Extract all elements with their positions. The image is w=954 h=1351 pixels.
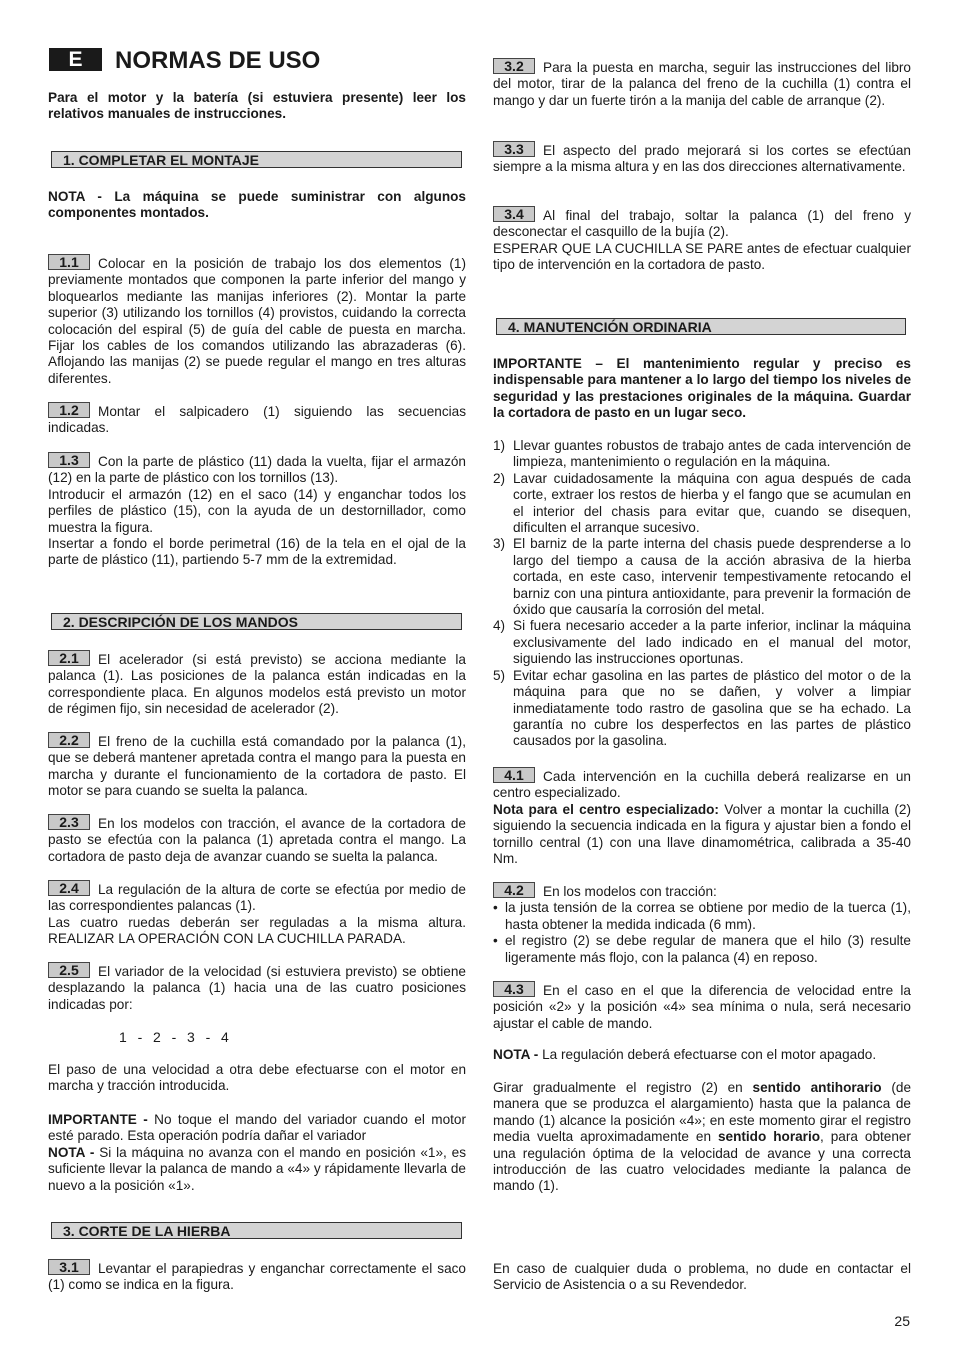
step-number-badge: 2.5 [48,962,90,978]
step-text: El freno de la cuchilla está comandado por la palanca (1), que se deberá mantener apretada contra el mango para la puesta en marcha y durante el funcionamiento de la cortadora de pasto. El motor se para cuando se suelta la palanca. [48,734,466,799]
step-number-badge: 1.3 [48,452,90,468]
step-number-badge: 2.4 [48,880,90,896]
note-label: NOTA - [493,1047,539,1062]
step-text: Con la parte de plástico (11) dada la vuelta, fijar el armazón (12) en la parte de plástico con los tornillos (13). [48,454,466,486]
important-label: IMPORTANTE - [48,1112,148,1127]
step-text: En los modelos con tracción, el avance de la cortadora de pasto se efectúa con la palanca (1) apretada contra el mango. La cortadora de pasto deja de avanzar cuando se suelta la palanca. [48,816,466,864]
step-2-3 [48,814,466,865]
bullet-item: • la justa tensión de la correa se obtiene por medio de la tuerca (1), hasta obtener la medida indicada (6 mm). [493,900,911,932]
step-text-3: Insertar a fondo el borde perimetral (16) de la tela en el ojal de la parte de plástico (11), partiendo 5-7 mm de la extremidad. [48,536,466,568]
regulation-note [493,1047,911,1063]
step-text-2: ESPERAR QUE LA CUCHILLA SE PARE antes de efectuar cualquier tipo de intervención en la cortadora de pasto. [493,240,911,273]
step-2-2 [48,732,466,800]
step-text: Levantar el parapiedras y enganchar correctamente el saco (1) como se indica en la figura. [48,1261,466,1293]
step-text: Para la puesta en marcha, seguir las instrucciones del libro del motor, tirar de la palanca del freno de la cuchilla (1) contra el mango y dar un fuerte tirón a la manija del cable de arranque (2). [493,60,911,108]
step-text: Cada intervención en la cuchilla deberá realizarse en un centro especializado. [493,769,911,801]
step-text: En el caso en el que la diferencia de velocidad entre la posición «2» y la posición «4» sea mínima o nula, será necesario ajustar el cable de mando. [493,983,911,1031]
page-number: 25 [894,1313,910,1329]
step-number-badge: 2.2 [48,732,90,748]
section-2-heading: 2. DESCRIPCIÓN DE LOS MANDOS [51,613,462,630]
adjustment-instructions: Girar gradualmente el registro (2) en sentido antihorario (de manera que se produzca el alargamiento) hasta que la palanca de mando (1) alcance la posición «4»; en este momento girar el registro media vuelta aproximadamente en sentido horario, para obtener una regulación óptima de la velocidad de avance y una correcta introducción de las cuatro velocidades mediante la palanca de mando (1). [493,1080,912,1194]
important-text: No toque el mando del variador cuando el motor esté parado. Esta operación podría dañar el variador [48,1112,466,1144]
list-item: 1) Llevar guantes robustos de trabajo antes de cada intervención de limpieza, mantenimiento o regulación en la máquina. [493,438,911,470]
note-label: NOTA - [48,1144,95,1160]
step-4-2 [493,882,911,966]
step-1-2 [48,402,466,437]
step-2-1 [48,650,466,718]
step-number-badge: 4.2 [493,882,535,898]
section-3-heading: 3. CORTE DE LA HIERBA [51,1222,462,1239]
step-text: El aspecto del prado mejorará si los cortes se efectúan siempre a la misma altura y en las dos direcciones alternativamente. [493,143,911,175]
section-1-note: NOTA - La máquina se puede suministrar con algunos componentes montados. [48,189,466,221]
step-number-badge: 1.1 [48,254,90,270]
step-text: El acelerador (si está previsto) se acciona mediante la palanca (1). Las posiciones de la palanca están indicadas en la correspondiente placa. En algunos modelos está previsto un motor de régimen fijo, sin necesidad de acelerador (2). [48,652,466,717]
step-3-4 [493,206,911,274]
language-badge: E [49,48,102,71]
step-number-badge: 4.3 [493,981,535,997]
step-number-badge: 1.2 [48,402,90,418]
step-number-badge: 3.4 [493,206,535,222]
intro-text: Para el motor y la batería (si estuviera presente) leer los relativos manuales de instrucciones. [48,90,466,122]
step-3-1 [48,1259,466,1294]
step-number-badge: 2.1 [48,650,90,666]
note-text: Si la máquina no avanza con el mando en posición «1», es suficiente llevar la palanca de mando a «4» y rápidamente llevarla de nuevo a la posición «1». [48,1144,466,1193]
speed-change-text: El paso de una velocidad a otra debe efectuarse con el motor en marcha y tracción introducida. [48,1062,466,1094]
note-text: La regulación deberá efectuarse con el motor apagado. [542,1047,877,1062]
step-2-4 [48,880,466,948]
step-number-badge: 2.3 [48,814,90,830]
step-number-badge: 4.1 [493,767,535,783]
step-text: Al final del trabajo, soltar la palanca (1) del freno y desconectar el casquillo de la bujía (2). [493,208,911,240]
step-text: Montar el salpicadero (1) siguiendo las secuencias indicadas. [48,404,466,436]
note-text: Volver a montar la cuchilla (2) siguiendo la secuencia indicada en la figura y ajustar bien a fondo el tornillo central (1) con una llave dinamométrica, calibrada a 35-40 Nm. [493,801,911,867]
step-text: Colocar en la posición de trabajo los dos elementos (1) previamente montados que componen la parte inferior del mango y bloquearlos mediante las manijas inferiores (2). Montar la parte superior (3) utilizando los tornillos (4) provistos, cuidando la correcta colocación del espiral (5) de guía del cable de puesta en marcha. Fijar los cables de los comandos utilizando las abrazaderas (6). Aflojando las manijas (2) se puede regular el mango en tres alturas diferentes. [48,256,466,386]
step-text-2: Las cuatro ruedas deberán ser reguladas a la misma altura. REALIZAR LA OPERACIÓN CON LA CUCHILLA PARADA. [48,914,466,947]
step-text: La regulación de la altura de corte se efectúa por medio de las correspondientes palancas (1). [48,882,466,914]
step-text: En los modelos con tracción: [543,884,717,899]
step-2-5 [48,962,466,1013]
step-4-3 [493,981,911,1032]
note-label: Nota para el centro especializado: [493,801,719,817]
step-4-1 [493,767,911,867]
list-item: 2) Lavar cuidadosamente la máquina con agua después de cada corte, extraer los restos de hierba y el fango que se acumulan en el interior del chasis para evitar que, cuando se disequen, dificulten el arranque sucesivo. [493,470,911,536]
speed-positions: 1 - 2 - 3 - 4 [119,1029,230,1045]
step-3-3 [493,141,911,176]
bullet-item: • el registro (2) se debe regular de manera que el hilo (3) resulte ligeramente más flojo, con la palanca (4) en reposo. [493,933,911,965]
step-text-2: Introducir el armazón (12) en el saco (14) y enganchar todos los perfiles de plástico (15), con la ayuda de un destornillador, como muestra la figura. [48,486,466,535]
section-4-heading: 4. MANUTENCIÓN ORDINARIA [496,318,906,335]
maintenance-important: IMPORTANTE – El mantenimiento regular y preciso es indispensable para mantener a lo largo del tiempo los niveles de seguridad y las prestaciones originales de la máquina. Guardar la cortadora de pasto en un lugar seco. [493,356,911,421]
list-item: 4) Si fuera necesario acceder a la parte inferior, inclinar la máquina exclusivamente del lado indicado en el manual del motor, siguiendo las instrucciones oportunas. [493,618,911,667]
maintenance-list [493,438,911,750]
step-1-1 [48,254,466,387]
section-1-heading: 1. COMPLETAR EL MONTAJE [51,151,462,168]
step-number-badge: 3.1 [48,1259,90,1275]
step-3-2 [493,58,911,109]
variator-important [48,1112,466,1194]
step-number-badge: 3.3 [493,141,535,157]
page-title: NORMAS DE USO [115,47,321,74]
closing-text: En caso de cualquier duda o problema, no dude en contactar el Servicio de Asistencia o a su Revendedor. [493,1261,911,1293]
step-1-3 [48,452,466,569]
step-number-badge: 3.2 [493,58,535,74]
list-item: 5) Evitar echar gasolina en las partes de plástico del motor o de la máquina para que no se dañen, y volver a limpiar inmediatamente todo rastro de gasolina que se ha echado. La garantía no cubre los desperfectos en las partes de plástico causados por la gasolina. [493,667,911,749]
step-text: El variador de la velocidad (si estuviera previsto) se obtiene desplazando la palanca (1) hacia una de las cuatro posiciones indicadas por: [48,964,466,1012]
list-item: 3) El barniz de la parte interna del chasis puede desprenderse a lo largo del tiempo a causa de la acción abrasiva de la hierba cortada, en este caso, intervenir tempestivamente retocando el barniz con una pintura antioxidante, para prevenir la formación de óxido que causaría la corrosión del metal. [493,536,911,618]
